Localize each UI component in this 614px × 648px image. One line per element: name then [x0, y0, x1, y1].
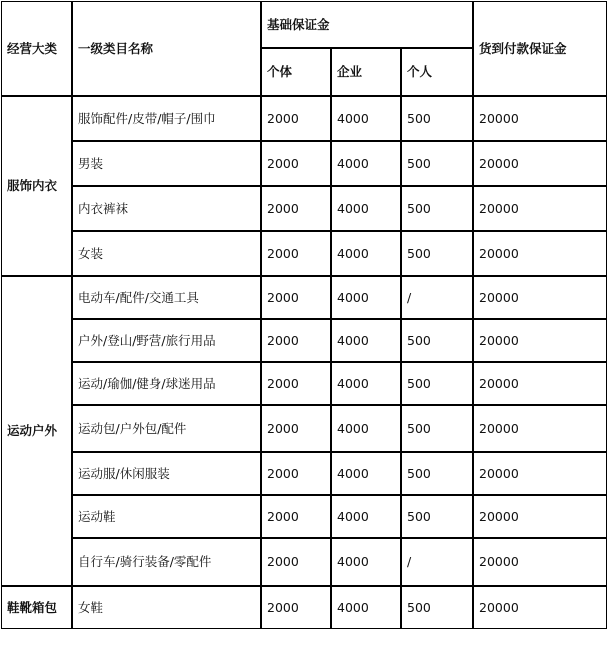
individual-deposit-cell: 2000 — [261, 276, 331, 319]
personal-deposit-cell: / — [401, 538, 473, 586]
personal-deposit-cell: 500 — [401, 495, 473, 538]
enterprise-deposit-cell: 4000 — [331, 452, 401, 495]
category-cell: 运动包/户外包/配件 — [72, 405, 261, 452]
enterprise-deposit-cell: 4000 — [331, 276, 401, 319]
cod-deposit-cell: 20000 — [473, 96, 607, 141]
cod-deposit-cell: 20000 — [473, 276, 607, 319]
table-row — [1, 96, 607, 141]
category-cell: 运动/瑜伽/健身/球迷用品 — [72, 362, 261, 405]
group-cell: 运动户外 — [1, 276, 72, 586]
enterprise-deposit-cell: 4000 — [331, 319, 401, 362]
category-cell: 运动服/休闲服装 — [72, 452, 261, 495]
cod-deposit-cell: 20000 — [473, 405, 607, 452]
individual-deposit-cell: 2000 — [261, 586, 331, 629]
table-row — [1, 452, 607, 495]
category-cell: 服饰配件/皮带/帽子/围巾 — [72, 96, 261, 141]
cod-deposit-cell: 20000 — [473, 538, 607, 586]
header-cell-cod-deposit: 货到付款保证金 — [473, 1, 607, 96]
personal-deposit-cell: 500 — [401, 452, 473, 495]
enterprise-deposit-cell: 4000 — [331, 362, 401, 405]
category-cell: 女装 — [72, 231, 261, 276]
individual-deposit-cell: 2000 — [261, 405, 331, 452]
personal-deposit-cell: 500 — [401, 231, 473, 276]
cod-deposit-cell: 20000 — [473, 231, 607, 276]
enterprise-deposit-cell: 4000 — [331, 586, 401, 629]
personal-deposit-cell: 500 — [401, 186, 473, 231]
category-cell: 男装 — [72, 141, 261, 186]
table-row — [1, 405, 607, 452]
cod-deposit-cell: 20000 — [473, 495, 607, 538]
individual-deposit-cell: 2000 — [261, 362, 331, 405]
individual-deposit-cell: 2000 — [261, 495, 331, 538]
individual-deposit-cell: 2000 — [261, 452, 331, 495]
enterprise-deposit-cell: 4000 — [331, 495, 401, 538]
header-row-primary — [1, 1, 607, 48]
table-body — [1, 1, 607, 629]
category-cell: 户外/登山/野营/旅行用品 — [72, 319, 261, 362]
header-cell-base-deposit: 基础保证金 — [261, 1, 473, 48]
enterprise-deposit-cell: 4000 — [331, 96, 401, 141]
individual-deposit-cell: 2000 — [261, 141, 331, 186]
header-cell-group: 经营大类 — [1, 1, 72, 96]
table-row — [1, 231, 607, 276]
category-cell: 内衣裤袜 — [72, 186, 261, 231]
personal-deposit-cell: 500 — [401, 141, 473, 186]
table-row — [1, 141, 607, 186]
category-cell: 自行车/骑行装备/零配件 — [72, 538, 261, 586]
cod-deposit-cell: 20000 — [473, 452, 607, 495]
table-row — [1, 495, 607, 538]
header-cell-personal: 个人 — [401, 48, 473, 96]
table-row — [1, 276, 607, 319]
enterprise-deposit-cell: 4000 — [331, 231, 401, 276]
individual-deposit-cell: 2000 — [261, 538, 331, 586]
personal-deposit-cell: 500 — [401, 586, 473, 629]
table-row — [1, 362, 607, 405]
individual-deposit-cell: 2000 — [261, 231, 331, 276]
personal-deposit-cell: 500 — [401, 405, 473, 452]
cod-deposit-cell: 20000 — [473, 186, 607, 231]
header-cell-enterprise: 企业 — [331, 48, 401, 96]
cod-deposit-cell: 20000 — [473, 141, 607, 186]
group-cell: 服饰内衣 — [1, 96, 72, 276]
category-cell: 运动鞋 — [72, 495, 261, 538]
header-cell-individual: 个体 — [261, 48, 331, 96]
personal-deposit-cell: 500 — [401, 362, 473, 405]
cod-deposit-cell: 20000 — [473, 319, 607, 362]
personal-deposit-cell: 500 — [401, 319, 473, 362]
category-cell: 电动车/配件/交通工具 — [72, 276, 261, 319]
header-cell-category: 一级类目名称 — [72, 1, 261, 96]
enterprise-deposit-cell: 4000 — [331, 186, 401, 231]
personal-deposit-cell: / — [401, 276, 473, 319]
table-row — [1, 186, 607, 231]
table-row — [1, 538, 607, 586]
enterprise-deposit-cell: 4000 — [331, 405, 401, 452]
group-cell: 鞋靴箱包 — [1, 586, 72, 629]
enterprise-deposit-cell: 4000 — [331, 141, 401, 186]
personal-deposit-cell: 500 — [401, 96, 473, 141]
cod-deposit-cell: 20000 — [473, 362, 607, 405]
individual-deposit-cell: 2000 — [261, 96, 331, 141]
enterprise-deposit-cell: 4000 — [331, 538, 401, 586]
table-row — [1, 319, 607, 362]
individual-deposit-cell: 2000 — [261, 186, 331, 231]
cod-deposit-cell: 20000 — [473, 586, 607, 629]
category-cell: 女鞋 — [72, 586, 261, 629]
table-row — [1, 586, 607, 629]
deposit-requirements-table — [1, 1, 607, 629]
individual-deposit-cell: 2000 — [261, 319, 331, 362]
